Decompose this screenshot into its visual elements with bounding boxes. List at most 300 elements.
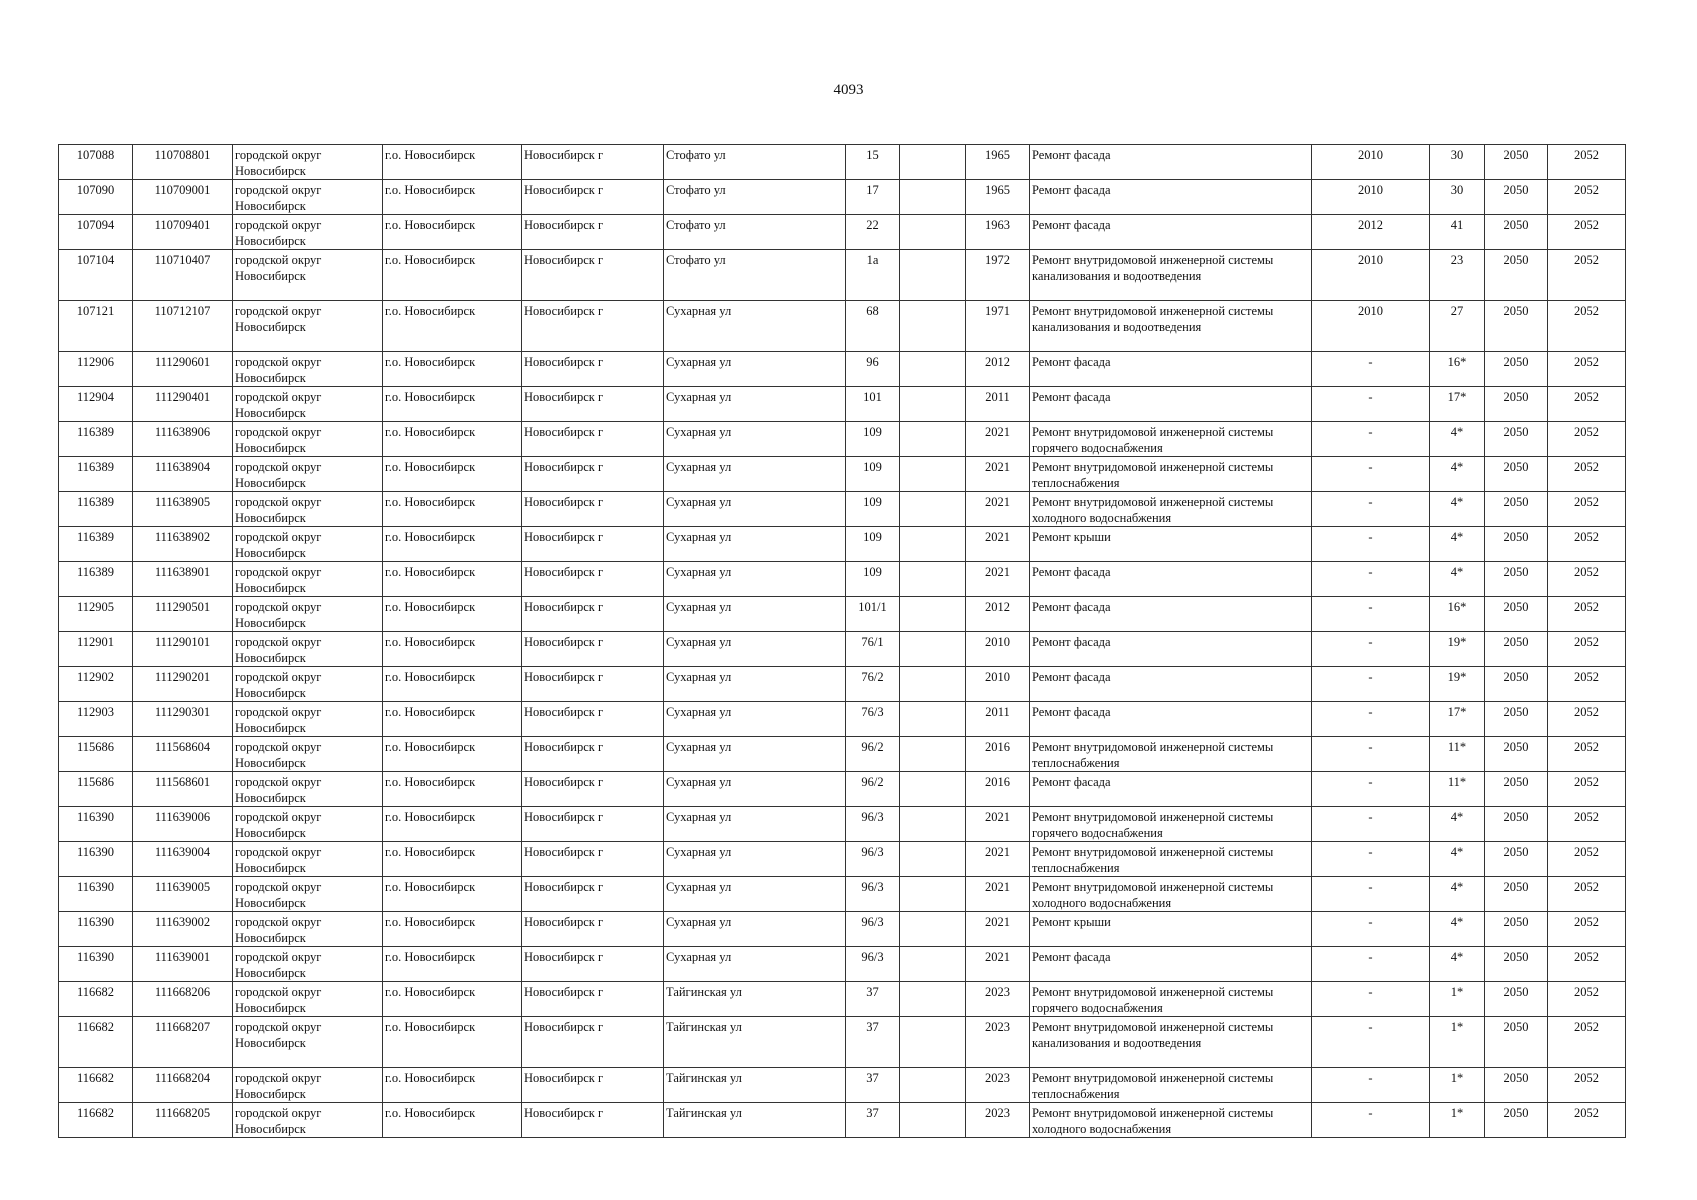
work-type-cell: Ремонт внутридомовой инженерной системы холодного водоснабжения — [1030, 877, 1312, 912]
district-cell: г.о. Новосибирск — [383, 1068, 522, 1103]
wear-percent-cell: 19* — [1430, 632, 1485, 667]
wear-percent-cell: 16* — [1430, 352, 1485, 387]
last-repair-year-cell: 2010 — [1312, 145, 1430, 180]
record-code-cell: 111290601 — [133, 352, 233, 387]
table-row — [59, 667, 1626, 702]
plan-year-to-cell: 2052 — [1548, 947, 1626, 982]
plan-year-to-cell: 2052 — [1548, 422, 1626, 457]
house-number-cell: 109 — [846, 527, 900, 562]
municipality-cell: городской округ Новосибирск — [233, 562, 383, 597]
municipality-cell: городской округ Новосибирск — [233, 1103, 383, 1138]
plan-year-to-cell: 2052 — [1548, 145, 1626, 180]
last-repair-year-cell: - — [1312, 1068, 1430, 1103]
table-row — [59, 527, 1626, 562]
last-repair-year-cell: - — [1312, 632, 1430, 667]
year-built-cell: 2021 — [966, 562, 1030, 597]
street-cell: Тайгинская ул — [664, 1103, 846, 1138]
settlement-cell: Новосибирск г — [522, 912, 664, 947]
record-code-cell: 111638904 — [133, 457, 233, 492]
street-cell: Сухарная ул — [664, 562, 846, 597]
plan-year-from-cell: 2050 — [1485, 1103, 1548, 1138]
plan-year-from-cell: 2050 — [1485, 250, 1548, 301]
record-code-cell: 111639005 — [133, 877, 233, 912]
plan-year-to-cell: 2052 — [1548, 807, 1626, 842]
municipality-cell: городской округ Новосибирск — [233, 215, 383, 250]
year-built-cell: 2011 — [966, 702, 1030, 737]
settlement-cell: Новосибирск г — [522, 667, 664, 702]
record-id-cell: 116390 — [59, 807, 133, 842]
plan-year-from-cell: 2050 — [1485, 180, 1548, 215]
work-type-cell: Ремонт внутридомовой инженерной системы канализования и водоотведения — [1030, 250, 1312, 301]
plan-year-from-cell: 2050 — [1485, 667, 1548, 702]
municipality-cell: городской округ Новосибирск — [233, 1017, 383, 1068]
house-number-cell: 22 — [846, 215, 900, 250]
year-built-cell: 2021 — [966, 807, 1030, 842]
municipality-cell: городской округ Новосибирск — [233, 947, 383, 982]
record-code-cell: 111290301 — [133, 702, 233, 737]
plan-year-from-cell: 2050 — [1485, 912, 1548, 947]
record-code-cell: 111568601 — [133, 772, 233, 807]
street-cell: Тайгинская ул — [664, 1017, 846, 1068]
table-row — [59, 352, 1626, 387]
year-built-cell: 2021 — [966, 527, 1030, 562]
table-row — [59, 772, 1626, 807]
plan-year-to-cell: 2052 — [1548, 457, 1626, 492]
street-cell: Сухарная ул — [664, 492, 846, 527]
wear-percent-cell: 4* — [1430, 947, 1485, 982]
wear-percent-cell: 1* — [1430, 1068, 1485, 1103]
record-code-cell: 110709001 — [133, 180, 233, 215]
street-cell: Сухарная ул — [664, 422, 846, 457]
street-cell: Сухарная ул — [664, 737, 846, 772]
work-type-cell: Ремонт внутридомовой инженерной системы теплоснабжения — [1030, 737, 1312, 772]
municipality-cell: городской округ Новосибирск — [233, 842, 383, 877]
record-code-cell: 111290401 — [133, 387, 233, 422]
building-number-cell — [900, 562, 966, 597]
record-id-cell: 112902 — [59, 667, 133, 702]
settlement-cell: Новосибирск г — [522, 457, 664, 492]
building-number-cell — [900, 597, 966, 632]
wear-percent-cell: 19* — [1430, 667, 1485, 702]
work-type-cell: Ремонт фасада — [1030, 215, 1312, 250]
settlement-cell: Новосибирск г — [522, 527, 664, 562]
page-number: 4093 — [833, 82, 864, 98]
district-cell: г.о. Новосибирск — [383, 667, 522, 702]
building-number-cell — [900, 422, 966, 457]
settlement-cell: Новосибирск г — [522, 1017, 664, 1068]
wear-percent-cell: 4* — [1430, 562, 1485, 597]
last-repair-year-cell: - — [1312, 982, 1430, 1017]
house-number-cell: 101/1 — [846, 597, 900, 632]
plan-year-from-cell: 2050 — [1485, 215, 1548, 250]
work-type-cell: Ремонт внутридомовой инженерной системы горячего водоснабжения — [1030, 807, 1312, 842]
settlement-cell: Новосибирск г — [522, 632, 664, 667]
last-repair-year-cell: 2010 — [1312, 180, 1430, 215]
wear-percent-cell: 16* — [1430, 597, 1485, 632]
year-built-cell: 2021 — [966, 422, 1030, 457]
record-id-cell: 116389 — [59, 562, 133, 597]
table-row — [59, 737, 1626, 772]
last-repair-year-cell: - — [1312, 947, 1430, 982]
last-repair-year-cell: - — [1312, 842, 1430, 877]
plan-year-from-cell: 2050 — [1485, 737, 1548, 772]
building-number-cell — [900, 492, 966, 527]
plan-year-from-cell: 2050 — [1485, 982, 1548, 1017]
table-row — [59, 145, 1626, 180]
record-id-cell: 107094 — [59, 215, 133, 250]
settlement-cell: Новосибирск г — [522, 702, 664, 737]
record-code-cell: 111568604 — [133, 737, 233, 772]
plan-year-from-cell: 2050 — [1485, 947, 1548, 982]
record-code-cell: 111639006 — [133, 807, 233, 842]
district-cell: г.о. Новосибирск — [383, 527, 522, 562]
plan-year-to-cell: 2052 — [1548, 215, 1626, 250]
plan-year-to-cell: 2052 — [1548, 842, 1626, 877]
record-id-cell: 116682 — [59, 1103, 133, 1138]
house-number-cell: 17 — [846, 180, 900, 215]
record-id-cell: 107088 — [59, 145, 133, 180]
year-built-cell: 1972 — [966, 250, 1030, 301]
plan-year-to-cell: 2052 — [1548, 1103, 1626, 1138]
municipality-cell: городской округ Новосибирск — [233, 772, 383, 807]
street-cell: Сухарная ул — [664, 597, 846, 632]
record-code-cell: 111639004 — [133, 842, 233, 877]
plan-year-to-cell: 2052 — [1548, 597, 1626, 632]
year-built-cell: 2011 — [966, 387, 1030, 422]
year-built-cell: 2021 — [966, 877, 1030, 912]
table-row — [59, 562, 1626, 597]
record-code-cell: 111638905 — [133, 492, 233, 527]
settlement-cell: Новосибирск г — [522, 180, 664, 215]
street-cell: Сухарная ул — [664, 301, 846, 352]
last-repair-year-cell: - — [1312, 492, 1430, 527]
municipality-cell: городской округ Новосибирск — [233, 250, 383, 301]
municipality-cell: городской округ Новосибирск — [233, 632, 383, 667]
last-repair-year-cell: - — [1312, 877, 1430, 912]
building-number-cell — [900, 947, 966, 982]
record-id-cell: 116389 — [59, 492, 133, 527]
record-id-cell: 112906 — [59, 352, 133, 387]
wear-percent-cell: 4* — [1430, 842, 1485, 877]
building-number-cell — [900, 982, 966, 1017]
street-cell: Стофато ул — [664, 180, 846, 215]
table-row — [59, 1017, 1626, 1068]
building-number-cell — [900, 145, 966, 180]
district-cell: г.о. Новосибирск — [383, 301, 522, 352]
wear-percent-cell: 4* — [1430, 912, 1485, 947]
street-cell: Сухарная ул — [664, 457, 846, 492]
wear-percent-cell: 1* — [1430, 982, 1485, 1017]
work-type-cell: Ремонт крыши — [1030, 527, 1312, 562]
street-cell: Сухарная ул — [664, 527, 846, 562]
table-row — [59, 422, 1626, 457]
table-row — [59, 877, 1626, 912]
table-row — [59, 215, 1626, 250]
house-number-cell: 96/3 — [846, 877, 900, 912]
settlement-cell: Новосибирск г — [522, 352, 664, 387]
repair-program-table — [58, 144, 1626, 1138]
plan-year-from-cell: 2050 — [1485, 527, 1548, 562]
year-built-cell: 2021 — [966, 912, 1030, 947]
last-repair-year-cell: - — [1312, 352, 1430, 387]
municipality-cell: городской округ Новосибирск — [233, 492, 383, 527]
building-number-cell — [900, 301, 966, 352]
street-cell: Сухарная ул — [664, 842, 846, 877]
district-cell: г.о. Новосибирск — [383, 562, 522, 597]
last-repair-year-cell: - — [1312, 702, 1430, 737]
record-id-cell: 116390 — [59, 842, 133, 877]
year-built-cell: 2012 — [966, 352, 1030, 387]
last-repair-year-cell: - — [1312, 1103, 1430, 1138]
district-cell: г.о. Новосибирск — [383, 422, 522, 457]
work-type-cell: Ремонт внутридомовой инженерной системы теплоснабжения — [1030, 1068, 1312, 1103]
table-row — [59, 1103, 1626, 1138]
settlement-cell: Новосибирск г — [522, 947, 664, 982]
municipality-cell: городской округ Новосибирск — [233, 145, 383, 180]
record-id-cell: 116682 — [59, 982, 133, 1017]
building-number-cell — [900, 632, 966, 667]
work-type-cell: Ремонт фасада — [1030, 667, 1312, 702]
plan-year-to-cell: 2052 — [1548, 667, 1626, 702]
table-row — [59, 492, 1626, 527]
district-cell: г.о. Новосибирск — [383, 492, 522, 527]
municipality-cell: городской округ Новосибирск — [233, 180, 383, 215]
plan-year-to-cell: 2052 — [1548, 352, 1626, 387]
building-number-cell — [900, 877, 966, 912]
record-code-cell: 111290501 — [133, 597, 233, 632]
work-type-cell: Ремонт фасада — [1030, 387, 1312, 422]
settlement-cell: Новосибирск г — [522, 1103, 664, 1138]
district-cell: г.о. Новосибирск — [383, 912, 522, 947]
house-number-cell: 109 — [846, 492, 900, 527]
wear-percent-cell: 11* — [1430, 772, 1485, 807]
municipality-cell: городской округ Новосибирск — [233, 702, 383, 737]
house-number-cell: 96/2 — [846, 737, 900, 772]
house-number-cell: 96 — [846, 352, 900, 387]
record-code-cell: 111639001 — [133, 947, 233, 982]
record-code-cell: 110709401 — [133, 215, 233, 250]
settlement-cell: Новосибирск г — [522, 842, 664, 877]
plan-year-from-cell: 2050 — [1485, 807, 1548, 842]
building-number-cell — [900, 1068, 966, 1103]
municipality-cell: городской округ Новосибирск — [233, 667, 383, 702]
plan-year-from-cell: 2050 — [1485, 702, 1548, 737]
record-code-cell: 111668206 — [133, 982, 233, 1017]
district-cell: г.о. Новосибирск — [383, 352, 522, 387]
house-number-cell: 1а — [846, 250, 900, 301]
year-built-cell: 1971 — [966, 301, 1030, 352]
last-repair-year-cell: - — [1312, 912, 1430, 947]
district-cell: г.о. Новосибирск — [383, 737, 522, 772]
settlement-cell: Новосибирск г — [522, 737, 664, 772]
building-number-cell — [900, 527, 966, 562]
street-cell: Стофато ул — [664, 215, 846, 250]
house-number-cell: 15 — [846, 145, 900, 180]
settlement-cell: Новосибирск г — [522, 772, 664, 807]
plan-year-to-cell: 2052 — [1548, 301, 1626, 352]
wear-percent-cell: 4* — [1430, 422, 1485, 457]
wear-percent-cell: 17* — [1430, 387, 1485, 422]
settlement-cell: Новосибирск г — [522, 807, 664, 842]
wear-percent-cell: 1* — [1430, 1017, 1485, 1068]
house-number-cell: 76/2 — [846, 667, 900, 702]
house-number-cell: 96/3 — [846, 912, 900, 947]
record-id-cell: 107090 — [59, 180, 133, 215]
work-type-cell: Ремонт фасада — [1030, 632, 1312, 667]
last-repair-year-cell: 2010 — [1312, 250, 1430, 301]
work-type-cell: Ремонт внутридомовой инженерной системы теплоснабжения — [1030, 842, 1312, 877]
wear-percent-cell: 23 — [1430, 250, 1485, 301]
record-id-cell: 107104 — [59, 250, 133, 301]
settlement-cell: Новосибирск г — [522, 301, 664, 352]
year-built-cell: 2021 — [966, 842, 1030, 877]
building-number-cell — [900, 912, 966, 947]
record-code-cell: 110710407 — [133, 250, 233, 301]
last-repair-year-cell: - — [1312, 737, 1430, 772]
plan-year-from-cell: 2050 — [1485, 877, 1548, 912]
settlement-cell: Новосибирск г — [522, 597, 664, 632]
plan-year-to-cell: 2052 — [1548, 1017, 1626, 1068]
plan-year-from-cell: 2050 — [1485, 597, 1548, 632]
street-cell: Стофато ул — [664, 250, 846, 301]
record-code-cell: 111668204 — [133, 1068, 233, 1103]
table-row — [59, 807, 1626, 842]
record-id-cell: 112905 — [59, 597, 133, 632]
street-cell: Сухарная ул — [664, 912, 846, 947]
district-cell: г.о. Новосибирск — [383, 842, 522, 877]
year-built-cell: 2023 — [966, 1017, 1030, 1068]
table-row — [59, 180, 1626, 215]
settlement-cell: Новосибирск г — [522, 145, 664, 180]
municipality-cell: городской округ Новосибирск — [233, 807, 383, 842]
year-built-cell: 2023 — [966, 1068, 1030, 1103]
record-code-cell: 110708801 — [133, 145, 233, 180]
plan-year-to-cell: 2052 — [1548, 632, 1626, 667]
house-number-cell: 96/3 — [846, 842, 900, 877]
house-number-cell: 96/3 — [846, 947, 900, 982]
wear-percent-cell: 11* — [1430, 737, 1485, 772]
record-code-cell: 111638906 — [133, 422, 233, 457]
table-row — [59, 1068, 1626, 1103]
street-cell: Стофато ул — [664, 145, 846, 180]
wear-percent-cell: 30 — [1430, 180, 1485, 215]
record-id-cell: 116682 — [59, 1068, 133, 1103]
table-row — [59, 912, 1626, 947]
plan-year-from-cell: 2050 — [1485, 772, 1548, 807]
work-type-cell: Ремонт крыши — [1030, 912, 1312, 947]
wear-percent-cell: 27 — [1430, 301, 1485, 352]
record-id-cell: 116389 — [59, 527, 133, 562]
work-type-cell: Ремонт фасада — [1030, 145, 1312, 180]
district-cell: г.о. Новосибирск — [383, 387, 522, 422]
last-repair-year-cell: - — [1312, 457, 1430, 492]
municipality-cell: городской округ Новосибирск — [233, 737, 383, 772]
plan-year-from-cell: 2050 — [1485, 145, 1548, 180]
building-number-cell — [900, 842, 966, 877]
building-number-cell — [900, 457, 966, 492]
table-row — [59, 982, 1626, 1017]
settlement-cell: Новосибирск г — [522, 562, 664, 597]
year-built-cell: 1963 — [966, 215, 1030, 250]
plan-year-to-cell: 2052 — [1548, 250, 1626, 301]
settlement-cell: Новосибирск г — [522, 492, 664, 527]
record-id-cell: 116389 — [59, 457, 133, 492]
table-row — [59, 301, 1626, 352]
plan-year-from-cell: 2050 — [1485, 387, 1548, 422]
last-repair-year-cell: 2012 — [1312, 215, 1430, 250]
house-number-cell: 109 — [846, 562, 900, 597]
record-id-cell: 116390 — [59, 877, 133, 912]
district-cell: г.о. Новосибирск — [383, 772, 522, 807]
work-type-cell: Ремонт внутридомовой инженерной системы горячего водоснабжения — [1030, 422, 1312, 457]
plan-year-to-cell: 2052 — [1548, 912, 1626, 947]
plan-year-to-cell: 2052 — [1548, 702, 1626, 737]
plan-year-to-cell: 2052 — [1548, 180, 1626, 215]
settlement-cell: Новосибирск г — [522, 250, 664, 301]
building-number-cell — [900, 772, 966, 807]
record-id-cell: 116682 — [59, 1017, 133, 1068]
plan-year-to-cell: 2052 — [1548, 527, 1626, 562]
municipality-cell: городской округ Новосибирск — [233, 1068, 383, 1103]
plan-year-from-cell: 2050 — [1485, 632, 1548, 667]
district-cell: г.о. Новосибирск — [383, 145, 522, 180]
municipality-cell: городской округ Новосибирск — [233, 387, 383, 422]
wear-percent-cell: 30 — [1430, 145, 1485, 180]
last-repair-year-cell: - — [1312, 562, 1430, 597]
plan-year-to-cell: 2052 — [1548, 877, 1626, 912]
building-number-cell — [900, 180, 966, 215]
wear-percent-cell: 4* — [1430, 877, 1485, 912]
record-id-cell: 115686 — [59, 737, 133, 772]
last-repair-year-cell: - — [1312, 667, 1430, 702]
table-row — [59, 632, 1626, 667]
building-number-cell — [900, 807, 966, 842]
record-id-cell: 116389 — [59, 422, 133, 457]
table-row — [59, 250, 1626, 301]
wear-percent-cell: 41 — [1430, 215, 1485, 250]
building-number-cell — [900, 387, 966, 422]
record-id-cell: 112901 — [59, 632, 133, 667]
street-cell: Сухарная ул — [664, 772, 846, 807]
table-row — [59, 947, 1626, 982]
year-built-cell: 2021 — [966, 457, 1030, 492]
year-built-cell: 1965 — [966, 145, 1030, 180]
table-row — [59, 842, 1626, 877]
work-type-cell: Ремонт фасада — [1030, 597, 1312, 632]
house-number-cell: 37 — [846, 982, 900, 1017]
table-row — [59, 457, 1626, 492]
work-type-cell: Ремонт внутридомовой инженерной системы холодного водоснабжения — [1030, 492, 1312, 527]
municipality-cell: городской округ Новосибирск — [233, 527, 383, 562]
street-cell: Сухарная ул — [664, 667, 846, 702]
record-id-cell: 112903 — [59, 702, 133, 737]
record-id-cell: 115686 — [59, 772, 133, 807]
work-type-cell: Ремонт фасада — [1030, 702, 1312, 737]
plan-year-from-cell: 2050 — [1485, 1068, 1548, 1103]
plan-year-from-cell: 2050 — [1485, 457, 1548, 492]
plan-year-from-cell: 2050 — [1485, 1017, 1548, 1068]
work-type-cell: Ремонт внутридомовой инженерной системы теплоснабжения — [1030, 457, 1312, 492]
last-repair-year-cell: - — [1312, 1017, 1430, 1068]
settlement-cell: Новосибирск г — [522, 1068, 664, 1103]
house-number-cell: 96/3 — [846, 807, 900, 842]
district-cell: г.о. Новосибирск — [383, 180, 522, 215]
building-number-cell — [900, 702, 966, 737]
wear-percent-cell: 17* — [1430, 702, 1485, 737]
record-code-cell: 110712107 — [133, 301, 233, 352]
municipality-cell: городской округ Новосибирск — [233, 877, 383, 912]
plan-year-to-cell: 2052 — [1548, 387, 1626, 422]
